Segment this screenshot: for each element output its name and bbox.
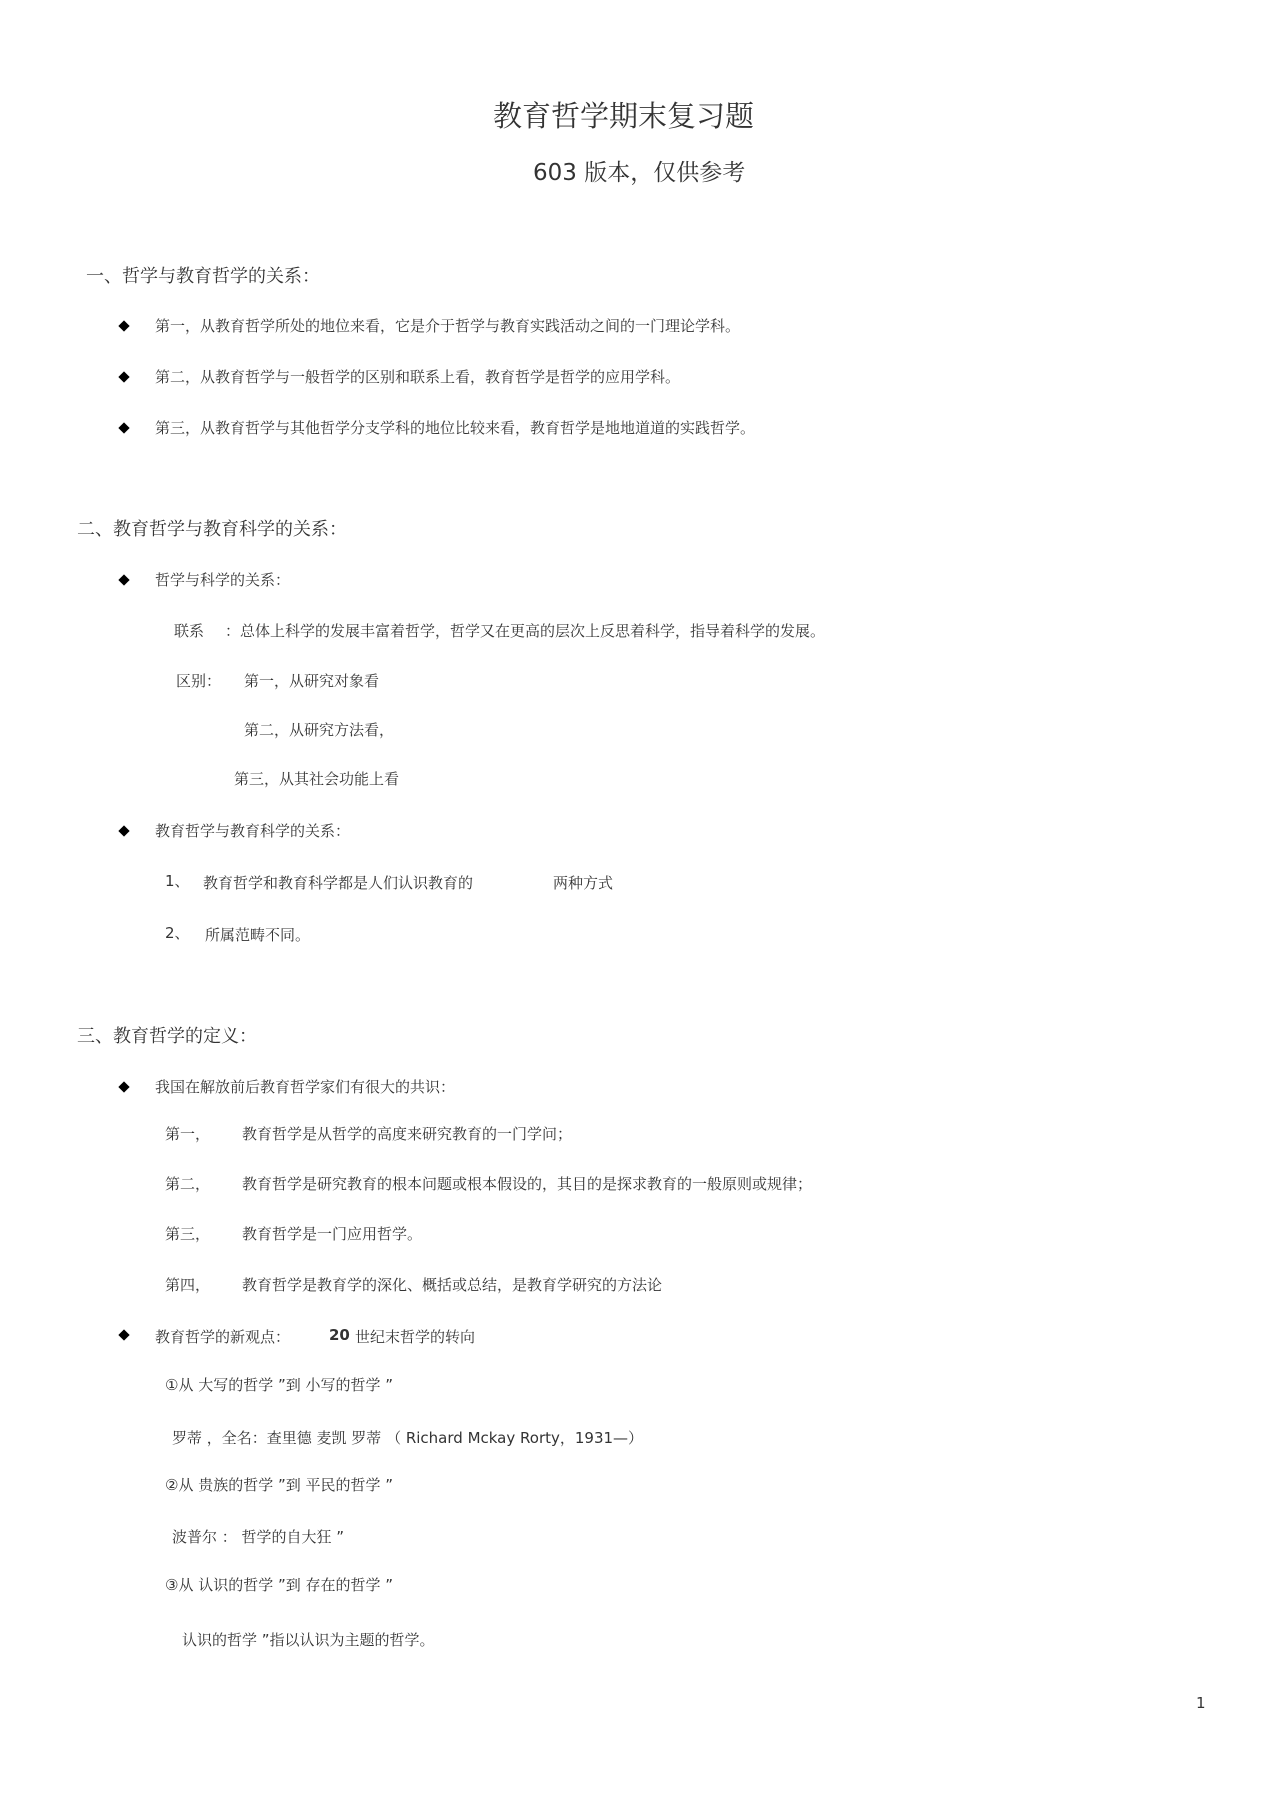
def-label-1: 第一，: [165, 1125, 211, 1143]
s2-num-1: 1、: [165, 872, 190, 890]
page-number: 1: [1196, 1694, 1206, 1712]
s2-num-1-text-b: 两种方式: [553, 874, 614, 892]
def-text-4: 教育哲学是教育学的深化、概括或总结，是教育学研究的方法论: [242, 1276, 663, 1294]
def-text-1: 教育哲学是从哲学的高度来研究教育的一门学问；: [242, 1125, 573, 1143]
bullet-icon: [118, 574, 129, 585]
bullet-icon: [118, 422, 129, 433]
section-2-heading: 二、教育哲学与教育科学的关系：: [77, 519, 347, 540]
s2-num-2-text: 所属范畴不同。: [205, 926, 311, 944]
def-label-3: 第三，: [165, 1225, 211, 1243]
bullet-icon: [118, 825, 129, 836]
s2-bullet-1: 哲学与科学的关系：: [155, 571, 291, 589]
view-2: ②从 贵族的哲学 ”到 平民的哲学 ”: [165, 1476, 394, 1494]
bullet-icon: [118, 1081, 129, 1092]
bullet-icon: [118, 1329, 129, 1340]
view-3: ③从 认识的哲学 ”到 存在的哲学 ”: [165, 1576, 394, 1594]
document-title: 教育哲学期末复习题: [493, 99, 755, 133]
s3-bullet-2-b: 世纪末哲学的转向: [355, 1328, 476, 1346]
s1-item-1: 第一，从教育哲学所处的地位来看，它是介于哲学与教育实践活动之间的一门理论学科。: [155, 317, 741, 335]
view-2-note: 波普尔 ： 哲学的自大狂 ”: [172, 1528, 345, 1546]
document-subtitle: 603 版本，仅供参考: [533, 160, 746, 186]
s2-num-1-text-a: 教育哲学和教育科学都是人们认识教育的: [203, 874, 474, 892]
def-text-3: 教育哲学是一门应用哲学。: [242, 1225, 423, 1243]
lianxi-text: ：总体上科学的发展丰富着哲学，哲学又在更高的层次上反思着科学，指导着科学的发展。: [225, 622, 826, 640]
s2-bullet-2: 教育哲学与教育科学的关系：: [155, 822, 351, 840]
view-1-note: 罗蒂 ，全名：查里德 麦凯 罗蒂 （ Richard Mckay Rorty，1931—）: [172, 1429, 644, 1447]
s3-bullet-1: 我国在解放前后教育哲学家们有很大的共识：: [155, 1078, 456, 1096]
qubie-item-3: 第三，从其社会功能上看: [234, 770, 400, 788]
def-text-2: 教育哲学是研究教育的根本问题或根本假设的，其目的是探求教育的一般原则或规律；: [242, 1175, 813, 1193]
bullet-icon: [118, 371, 129, 382]
qubie-item-1: 第一，从研究对象看: [244, 672, 380, 690]
lianxi-label: 联系: [174, 622, 205, 640]
s1-item-2: 第二，从教育哲学与一般哲学的区别和联系上看，教育哲学是哲学的应用学科。: [155, 368, 681, 386]
view-3-note: 认识的哲学 ”指以认识为主题的哲学。: [182, 1631, 435, 1649]
view-1: ①从 大写的哲学 ”到 小写的哲学 ”: [165, 1376, 394, 1394]
def-label-4: 第四，: [165, 1276, 211, 1294]
s2-num-2: 2、: [165, 924, 190, 942]
s3-bullet-2-a: 教育哲学的新观点：: [155, 1328, 291, 1346]
section-3-heading: 三、教育哲学的定义：: [77, 1026, 257, 1047]
qubie-item-2: 第二，从研究方法看，: [244, 721, 395, 739]
bullet-icon: [118, 320, 129, 331]
s3-bullet-2-num: 20: [329, 1326, 350, 1344]
qubie-label: 区别：: [176, 672, 222, 690]
def-label-2: 第二，: [165, 1175, 211, 1193]
section-1-heading: 一、哲学与教育哲学的关系：: [86, 266, 320, 287]
s1-item-3: 第三，从教育哲学与其他哲学分支学科的地位比较来看，教育哲学是地地道道的实践哲学。: [155, 419, 756, 437]
